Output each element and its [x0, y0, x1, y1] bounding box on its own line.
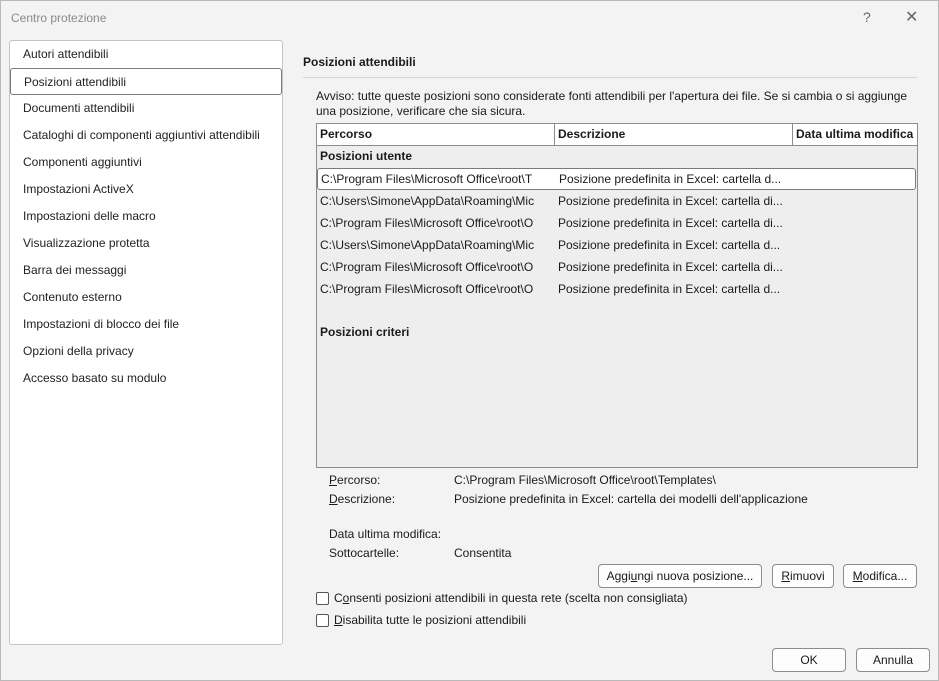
- sidebar-item-cataloghi[interactable]: Cataloghi di componenti aggiuntivi attendibili: [23, 128, 260, 142]
- location-details: [329, 471, 919, 571]
- detail-description-label: Descrizione:: [329, 492, 396, 506]
- window-title: Centro protezione: [11, 11, 107, 25]
- cell-description: Posizione predefinita in Excel: cartella d...: [558, 282, 781, 296]
- sidebar-item-privacy[interactable]: Opzioni della privacy: [23, 344, 134, 358]
- detail-date-label: Data ultima modifica:: [329, 527, 442, 541]
- warning-text: Avviso: tutte queste posizioni sono considerate fonti attendibili per l'apertura dei file. Se si cambia o si aggiunge una posizione, verificare che sia sicura.: [316, 89, 908, 118]
- allow-network-locations-checkbox[interactable]: [316, 591, 916, 607]
- cell-description: Posizione predefinita in Excel: cartella d...: [559, 172, 782, 186]
- cell-path: C:\Users\Simone\AppData\Roaming\Mic: [320, 194, 535, 208]
- table-row[interactable]: [317, 256, 916, 278]
- column-header-date[interactable]: Data ultima modifica: [796, 127, 914, 141]
- cell-description: Posizione predefinita in Excel: cartella di...: [558, 216, 783, 230]
- cell-description: Posizione predefinita in Excel: cartella di...: [558, 194, 783, 208]
- cell-path: C:\Program Files\Microsoft Office\root\O: [320, 260, 534, 274]
- detail-description-value: Posizione predefinita in Excel: cartella dei modelli dell'applicazione: [454, 492, 808, 506]
- detail-subfolders-value: Consentita: [454, 546, 512, 560]
- cell-path: C:\Program Files\Microsoft Office\root\T: [321, 172, 533, 186]
- cell-description: Posizione predefinita in Excel: cartella d...: [558, 238, 781, 252]
- checkbox-box[interactable]: [316, 592, 329, 605]
- table-row[interactable]: [317, 212, 916, 234]
- sidebar-item-visualizzazione-protetta[interactable]: Visualizzazione protetta: [23, 236, 150, 250]
- detail-path-label: Percorso:: [329, 473, 381, 487]
- sidebar-item-blocco-file[interactable]: Impostazioni di blocco dei file: [23, 317, 180, 331]
- group-policy-locations: Posizioni criteri: [320, 325, 410, 339]
- sidebar-item-documenti-attendibili[interactable]: Documenti attendibili: [23, 101, 135, 115]
- title-divider: [303, 77, 917, 78]
- sidebar-item-posizioni-attendibili[interactable]: Posizioni attendibili: [10, 68, 282, 95]
- cell-path: C:\Users\Simone\AppData\Roaming\Mic: [320, 238, 535, 252]
- edit-button[interactable]: Modifica...: [843, 564, 917, 588]
- checkbox-label[interactable]: Disabilita tutte le posizioni attendibili: [334, 613, 527, 627]
- add-location-button[interactable]: Aggiungi nuova posizione...: [598, 564, 762, 588]
- sidebar: [9, 40, 283, 645]
- column-header-description[interactable]: Descrizione: [555, 124, 793, 145]
- sidebar-item-barra-messaggi[interactable]: Barra dei messaggi: [23, 263, 127, 277]
- help-icon[interactable]: ?: [863, 9, 871, 25]
- disable-all-locations-checkbox[interactable]: [316, 613, 916, 629]
- group-user-locations: Posizioni utente: [320, 149, 413, 163]
- title-bar: [1, 1, 938, 35]
- sidebar-item-activex[interactable]: Impostazioni ActiveX: [23, 182, 134, 196]
- table-row[interactable]: [317, 278, 916, 300]
- cell-description: Posizione predefinita in Excel: cartella di...: [558, 260, 783, 274]
- page-title: Posizioni attendibili: [303, 55, 416, 69]
- table-row[interactable]: [317, 234, 916, 256]
- sidebar-item-macro[interactable]: Impostazioni delle macro: [23, 209, 156, 223]
- remove-button[interactable]: Rimuovi: [772, 564, 834, 588]
- cell-path: C:\Program Files\Microsoft Office\root\O: [320, 282, 534, 296]
- cell-path: C:\Program Files\Microsoft Office\root\O: [320, 216, 534, 230]
- close-icon[interactable]: ✕: [905, 9, 919, 26]
- sidebar-item-componenti-aggiuntivi[interactable]: Componenti aggiuntivi: [23, 155, 142, 169]
- detail-path-value: C:\Program Files\Microsoft Office\root\Templates\: [454, 473, 716, 487]
- detail-subfolders-label: Sottocartelle:: [329, 546, 400, 560]
- cancel-button[interactable]: Annulla: [856, 648, 930, 672]
- sidebar-item-contenuto-esterno[interactable]: Contenuto esterno: [23, 290, 122, 304]
- table-row[interactable]: [317, 190, 916, 212]
- column-header-path[interactable]: Percorso: [317, 124, 555, 145]
- table-row[interactable]: [317, 168, 916, 190]
- checkbox-box[interactable]: [316, 614, 329, 627]
- sidebar-item-autori-attendibili[interactable]: Autori attendibili: [23, 47, 109, 61]
- ok-button[interactable]: OK: [772, 648, 846, 672]
- checkbox-label[interactable]: Consenti posizioni attendibili in questa rete (scelta non consigliata): [334, 591, 688, 605]
- sidebar-item-accesso-modulo[interactable]: Accesso basato su modulo: [23, 371, 167, 385]
- table-header: [317, 124, 917, 146]
- trusted-locations-table[interactable]: [316, 123, 918, 468]
